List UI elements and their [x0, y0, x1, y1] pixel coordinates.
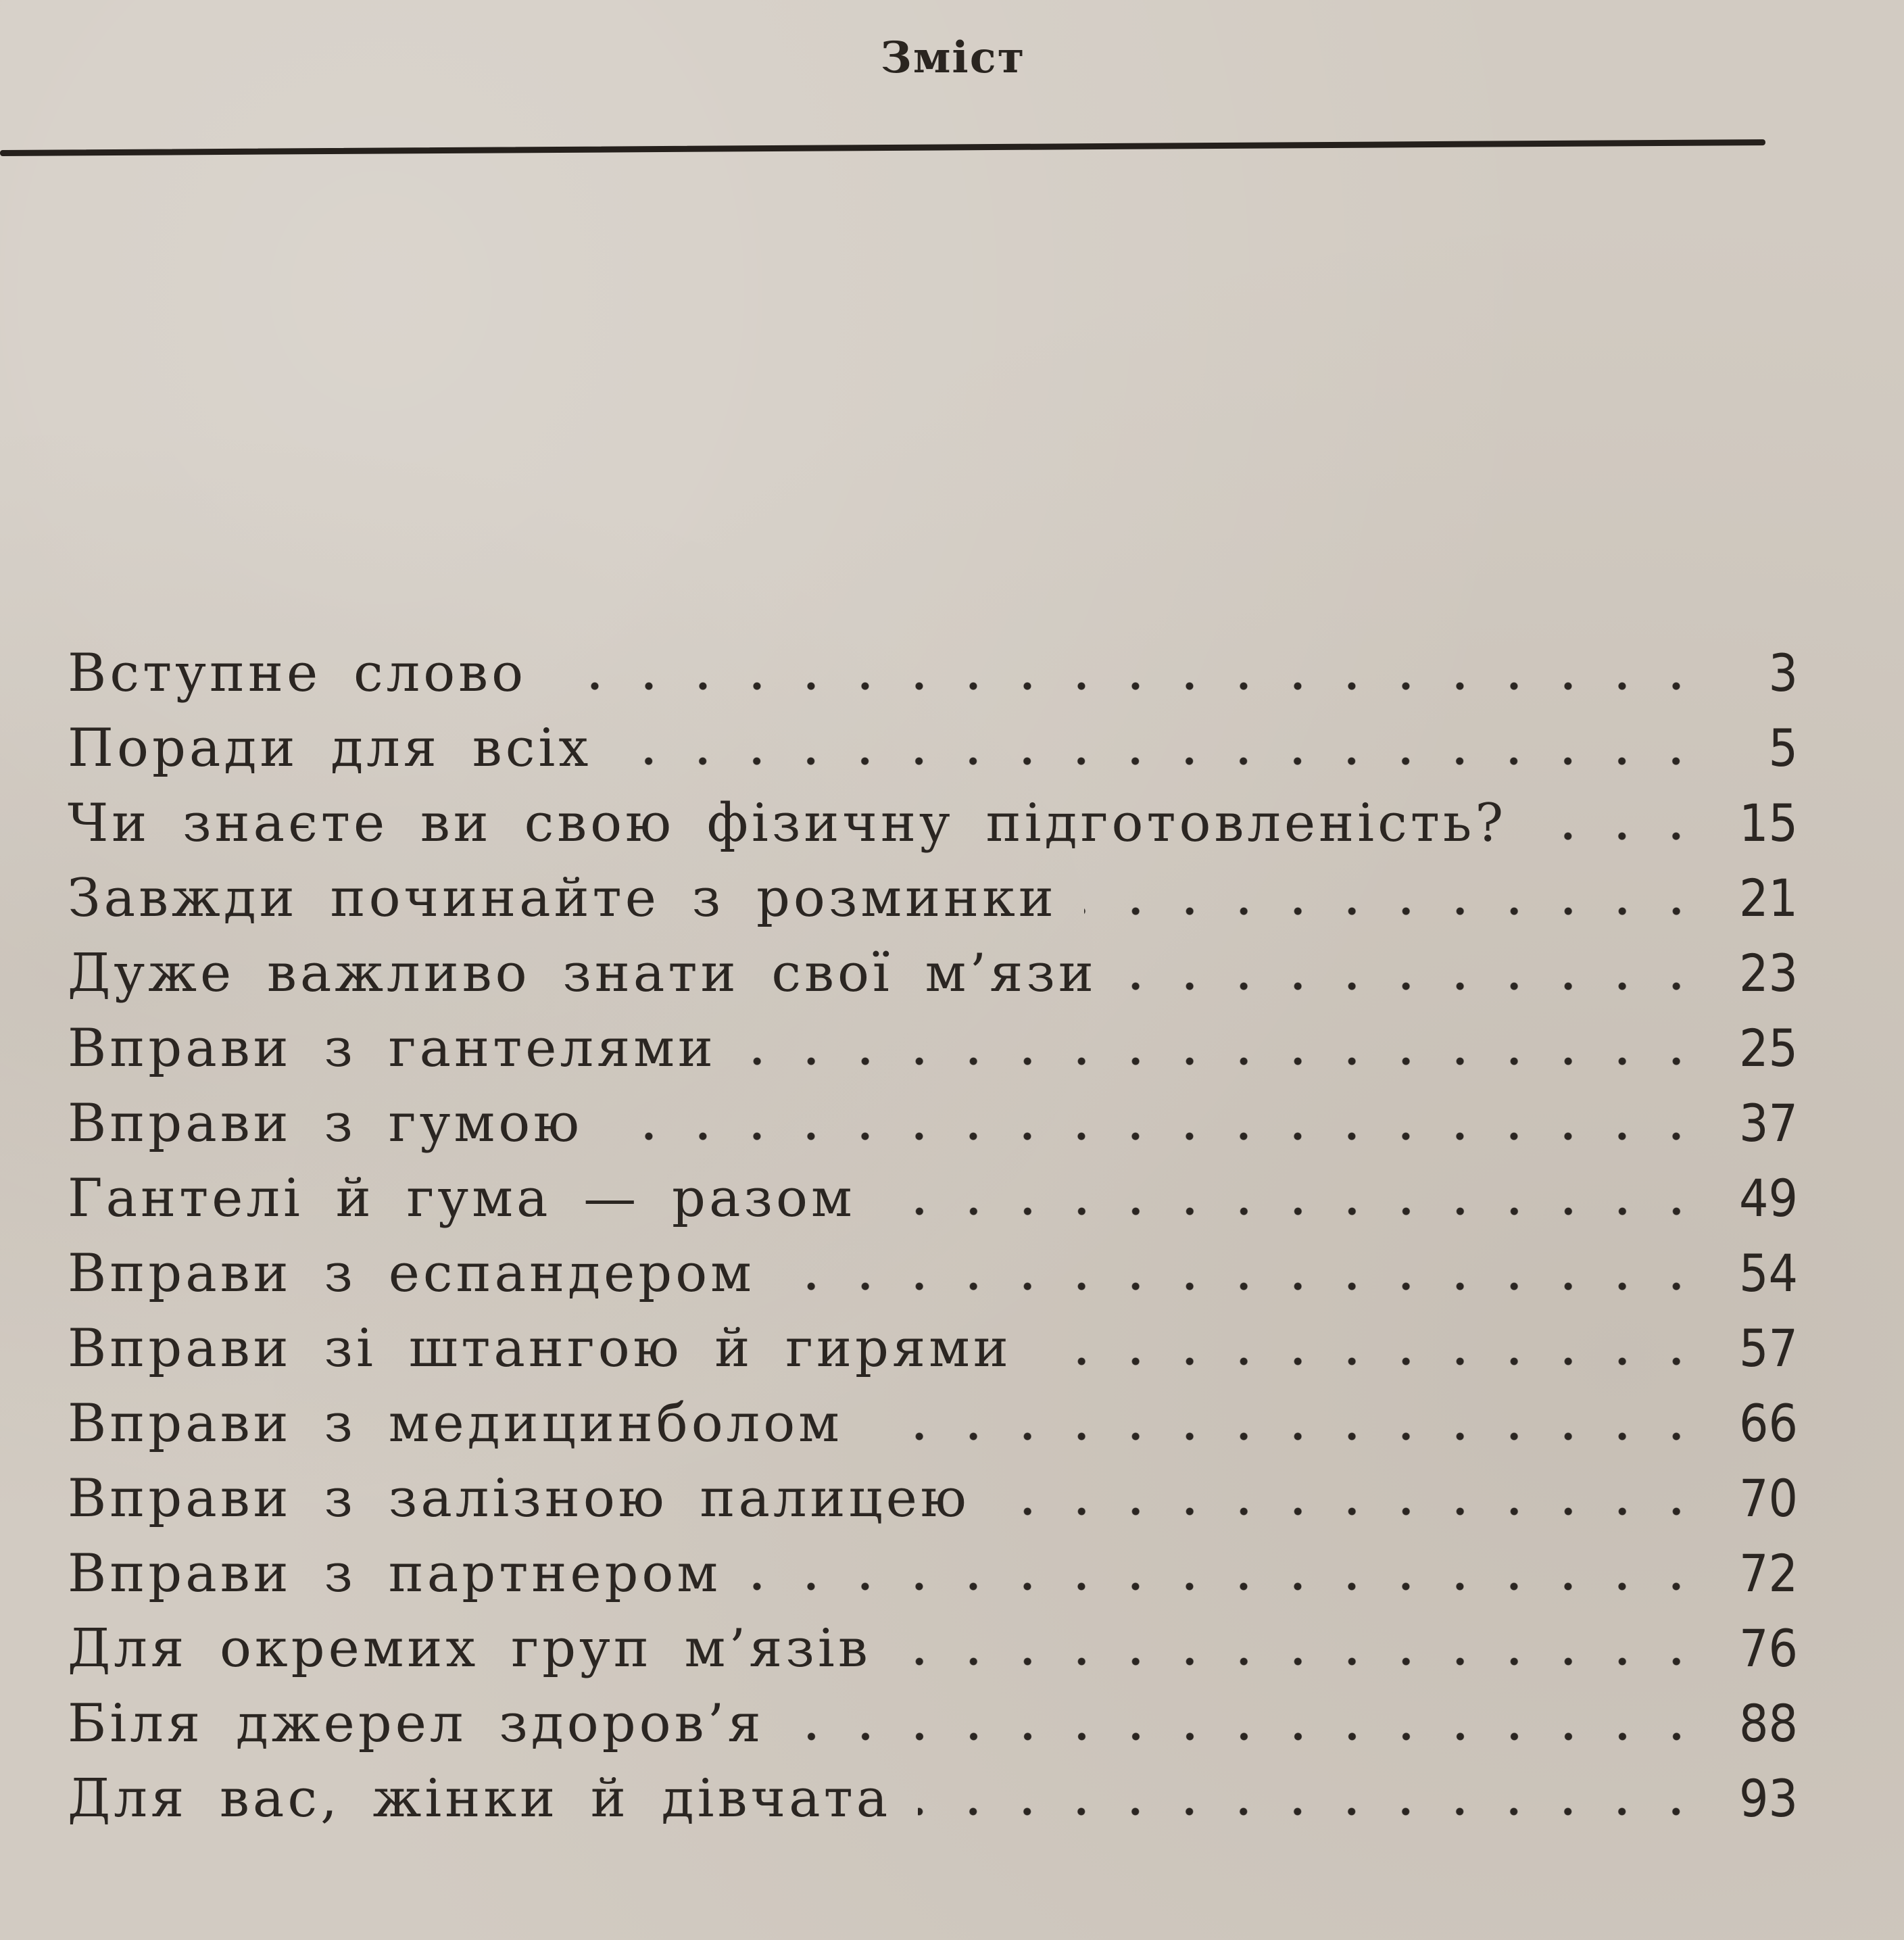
dot-leader: [1534, 829, 1703, 843]
toc-entry-title: Вправи зі штангою й гирями: [68, 1318, 1012, 1379]
toc-entry: [68, 1536, 1798, 1611]
toc-entry: [68, 785, 1798, 860]
dot-leader: [1084, 904, 1703, 918]
toc-entry: [68, 1461, 1798, 1536]
dot-leader: [610, 1130, 1703, 1143]
toc-entry-page: 57: [1739, 1318, 1798, 1378]
toc-entry: [68, 1386, 1798, 1461]
heading-rule: [0, 139, 1765, 156]
toc-entry-title: Вправи з гантелями: [68, 1018, 716, 1079]
toc-entry-page: 70: [1739, 1468, 1798, 1528]
dot-leader: [898, 1655, 1703, 1668]
dot-leader: [618, 754, 1703, 768]
toc-entry-title: Біля джерел здоров’я: [68, 1693, 764, 1754]
toc-entry: [68, 860, 1798, 936]
toc-entry: [68, 1161, 1798, 1236]
toc-entry-page: 37: [1739, 1093, 1798, 1153]
toc-entry: [68, 710, 1798, 785]
toc-entry-title: Для вас, жінки й дівчата: [68, 1768, 892, 1829]
dot-leader: [782, 1280, 1703, 1293]
dot-leader: [870, 1430, 1703, 1443]
toc-entry: [68, 1686, 1798, 1761]
toc-entry: [68, 1761, 1798, 1836]
toc-entry-page: 88: [1739, 1693, 1798, 1753]
toc-entry-page: 5: [1768, 718, 1798, 778]
toc-entry-title: Вправи з еспандером: [68, 1243, 755, 1304]
dot-leader: [554, 679, 1703, 693]
toc-entry-page: 66: [1739, 1393, 1798, 1453]
toc-entry-title: Вступне слово: [68, 643, 527, 704]
toc-entry-title: Для окремих груп м’язів: [68, 1618, 871, 1679]
toc-entry: [68, 1236, 1798, 1311]
toc-entry-title: Вправи з медицинболом: [68, 1393, 843, 1454]
toc-entry: [68, 1311, 1798, 1386]
toc-entry-page: 93: [1739, 1768, 1798, 1828]
toc-entry-page: 49: [1739, 1168, 1798, 1228]
dot-leader: [791, 1730, 1703, 1743]
dot-leader: [1124, 979, 1703, 993]
dot-leader: [748, 1580, 1703, 1593]
toc-entry: [68, 635, 1798, 710]
toc-entry: [68, 936, 1798, 1011]
page-heading: Зміст: [880, 32, 1026, 83]
toc-entry-title: Завжди починайте з розминки: [68, 868, 1057, 929]
toc-entry-page: 3: [1768, 643, 1798, 703]
toc-entry-page: 23: [1739, 943, 1798, 1003]
toc-entry-page: 25: [1739, 1018, 1798, 1078]
toc-entry: [68, 1086, 1798, 1161]
toc-entry-title: Гантелі й гума — разом: [68, 1168, 856, 1229]
dot-leader: [883, 1205, 1703, 1218]
toc-entry-page: 76: [1739, 1618, 1798, 1678]
toc-entry-page: 72: [1739, 1543, 1798, 1603]
dot-leader: [743, 1054, 1703, 1068]
toc-entry: [68, 1611, 1798, 1686]
toc-entry-title: Поради для всіх: [68, 718, 592, 779]
toc-entry-page: 15: [1739, 793, 1798, 853]
toc-entry-page: 21: [1739, 868, 1798, 928]
toc-entry: [68, 1011, 1798, 1086]
toc-entry-title: Вправи з залізною палицею: [68, 1468, 970, 1529]
toc-entry-page: 54: [1739, 1243, 1798, 1303]
dot-leader: [997, 1505, 1703, 1518]
dot-leader: [1039, 1355, 1703, 1368]
toc-entry-title: Дуже важливо знати свої м’язи: [68, 943, 1097, 1004]
toc-entry-title: Вправи з гумою: [68, 1093, 583, 1154]
dot-leader: [918, 1805, 1703, 1818]
table-of-contents: [68, 635, 1798, 1836]
toc-entry-title: Чи знаєте ви свою фізичну підготовленість?: [68, 793, 1507, 854]
toc-entry-title: Вправи з партнером: [68, 1543, 722, 1604]
